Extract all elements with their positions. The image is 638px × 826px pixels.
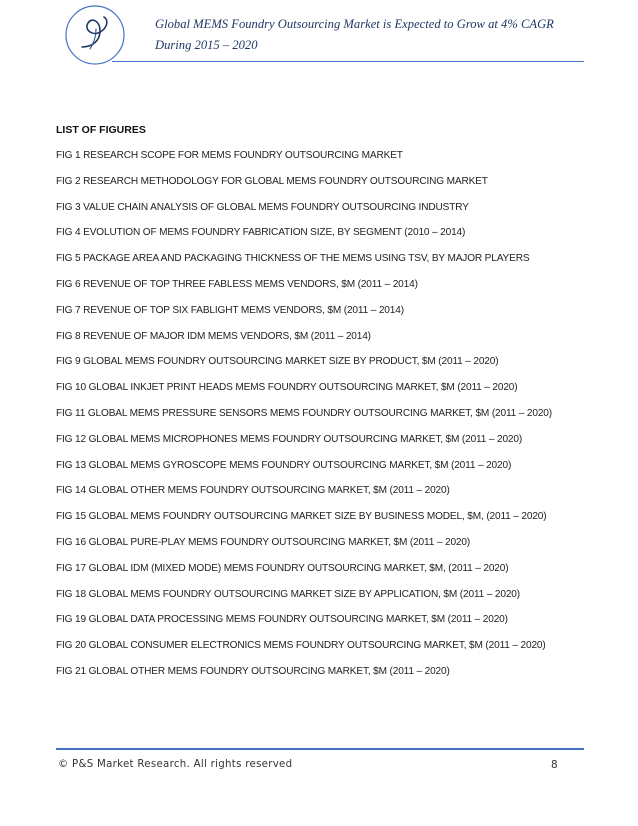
header-title-line-2: During 2015 – 2020	[155, 38, 258, 52]
figure-list-item: FIG 16 GLOBAL PURE-PLAY MEMS FOUNDRY OUTSOURCING MARKET, $M (2011 – 2020)	[56, 536, 471, 548]
figure-list-item: FIG 15 GLOBAL MEMS FOUNDRY OUTSOURCING MARKET SIZE BY BUSINESS MODEL, $M, (2011 – 2020)	[56, 511, 547, 523]
header-divider	[112, 61, 584, 62]
figure-list-item: FIG 9 GLOBAL MEMS FOUNDRY OUTSOURCING MARKET SIZE BY PRODUCT, $M (2011 – 2020)	[56, 356, 499, 368]
figure-list-item: FIG 3 VALUE CHAIN ANALYSIS OF GLOBAL MEMS FOUNDRY OUTSOURCING INDUSTRY	[56, 201, 469, 213]
footer-divider	[56, 748, 584, 750]
figure-list-item: FIG 17 GLOBAL IDM (MIXED MODE) MEMS FOUNDRY OUTSOURCING MARKET, $M, (2011 – 2020)	[56, 562, 509, 574]
header-title	[155, 14, 595, 56]
footer-copyright: © P&S Market Research. All rights reserved	[58, 759, 293, 770]
figure-list-item: FIG 13 GLOBAL MEMS GYROSCOPE MEMS FOUNDRY OUTSOURCING MARKET, $M (2011 – 2020)	[56, 459, 512, 471]
figure-list-item: FIG 2 RESEARCH METHODOLOGY FOR GLOBAL MEMS FOUNDRY OUTSOURCING MARKET	[56, 175, 488, 187]
page-number: 8	[551, 759, 558, 771]
figure-list-item: FIG 19 GLOBAL DATA PROCESSING MEMS FOUNDRY OUTSOURCING MARKET, $M (2011 – 2020)	[56, 614, 508, 626]
figure-list-item: FIG 12 GLOBAL MEMS MICROPHONES MEMS FOUNDRY OUTSOURCING MARKET, $M (2011 – 2020)	[56, 433, 523, 445]
figure-list-item: FIG 21 GLOBAL OTHER MEMS FOUNDRY OUTSOURCING MARKET, $M (2011 – 2020)	[56, 665, 450, 677]
header-title-line-1: Global MEMS Foundry Outsourcing Market is Expected to Grow at 4% CAGR	[155, 17, 554, 31]
figure-list-item: FIG 4 EVOLUTION OF MEMS FOUNDRY FABRICATION SIZE, BY SEGMENT (2010 – 2014)	[56, 227, 466, 239]
figure-list-item: FIG 20 GLOBAL CONSUMER ELECTRONICS MEMS FOUNDRY OUTSOURCING MARKET, $M (2011 – 2020)	[56, 640, 546, 652]
figure-list-item: FIG 7 REVENUE OF TOP SIX FABLIGHT MEMS VENDORS, $M (2011 – 2014)	[56, 304, 404, 316]
figure-list-item: FIG 10 GLOBAL INKJET PRINT HEADS MEMS FOUNDRY OUTSOURCING MARKET, $M (2011 – 2020)	[56, 382, 518, 394]
list-of-figures-heading: LIST OF FIGURES	[56, 124, 146, 136]
figure-list	[56, 150, 582, 692]
figure-list-item: FIG 1 RESEARCH SCOPE FOR MEMS FOUNDRY OUTSOURCING MARKET	[56, 150, 403, 161]
figure-list-item: FIG 18 GLOBAL MEMS FOUNDRY OUTSOURCING MARKET SIZE BY APPLICATION, $M (2011 – 2020)	[56, 588, 520, 600]
figure-list-item: FIG 5 PACKAGE AREA AND PACKAGING THICKNESS OF THE MEMS USING TSV, BY MAJOR PLAYERS	[56, 253, 530, 265]
figure-list-item: FIG 6 REVENUE OF TOP THREE FABLESS MEMS VENDORS, $M (2011 – 2014)	[56, 278, 418, 290]
figure-list-item: FIG 11 GLOBAL MEMS PRESSURE SENSORS MEMS FOUNDRY OUTSOURCING MARKET, $M (2011 – 2020)	[56, 407, 552, 419]
figure-list-item: FIG 8 REVENUE OF MAJOR IDM MEMS VENDORS, $M (2011 – 2014)	[56, 330, 371, 342]
figure-list-item: FIG 14 GLOBAL OTHER MEMS FOUNDRY OUTSOURCING MARKET, $M (2011 – 2020)	[56, 485, 450, 497]
company-logo	[62, 3, 128, 67]
